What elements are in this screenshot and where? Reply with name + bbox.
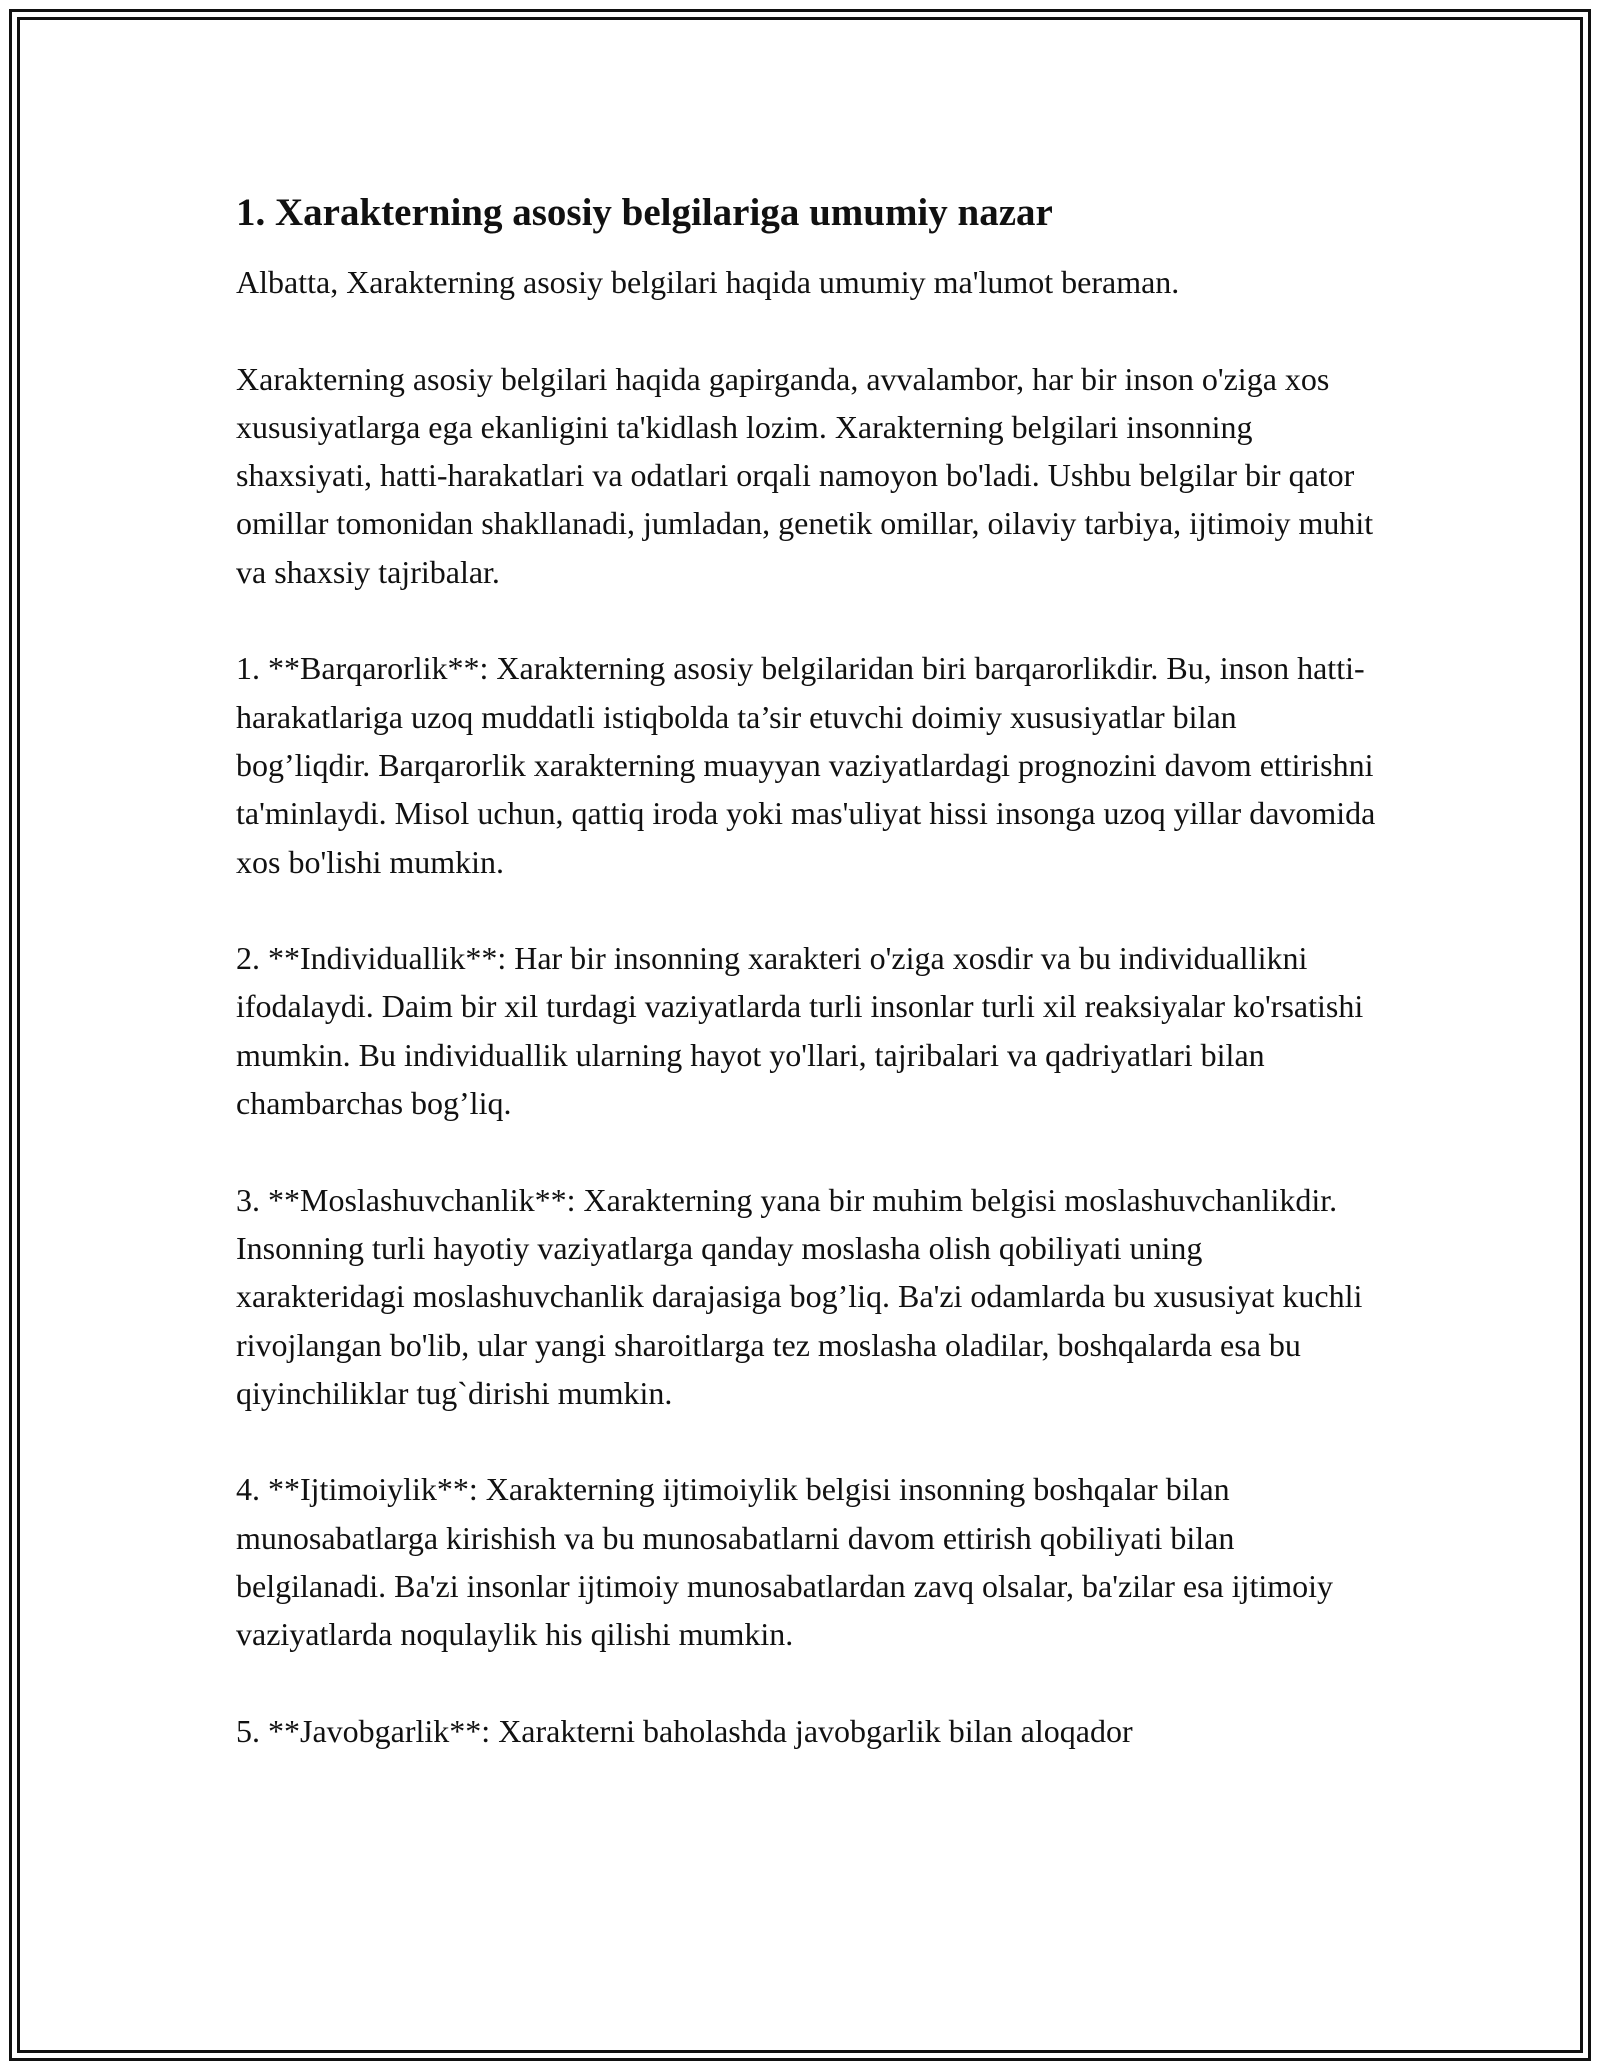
list-item-moslashuvchanlik: 3. **Moslashuvchanlik**: Xarakterning yana bir muhim belgisi moslashuvchanlikdir. Insonning turli hayotiy vaziyatlarga qanday moslasha olish qobiliyati uning xarakteridagi moslashuvchanlik darajasiga bog’liq. Ba'zi odamlarda bu xususiyat kuchli rivojlangan bo'lib, ular yangi sharoitlarga tez moslasha oladilar, boshqalarda esa bu qiyinchiliklar tug`dirishi mumkin.	[236, 1181, 1363, 1411]
list-item-individuallik: 2. **Individuallik**: Har bir insonning xarakteri o'ziga xosdir va bu individuallikni ifodalaydi. Daim bir xil turdagi vaziyatlarda turli insonlar turli xil reaksiyalar ko'rsatishi mumkin. Bu individuallik ularning hayot yo'llari, tajribalari va qadriyatlari bilan chambarchas bog’liq.	[236, 940, 1364, 1122]
list-item-ijtimoiylik: 4. **Ijtimoiylik**: Xarakterning ijtimoiylik belgisi insonning boshqalar bilan munosabatlarga kirishish va bu munosabatlarni davom ettirish qobiliyati bilan belgilanadi. Ba'zi insonlar ijtimoiy munosabatlardan zavq olsalar, ba'zilar esa ijtimoiy vaziyatlarda noqulaylik his qilishi mumkin.	[236, 1471, 1334, 1653]
document-heading: 1. Xarakterning asosiy belgilariga umumiy nazar	[236, 191, 1053, 234]
overview-paragraph: Xarakterning asosiy belgilari haqida gapirganda, avvalambor, har bir inson o'ziga xos xususiyatlarga ega ekanligini ta'kidlash lozim. Xarakterning belgilari insonning shaxsiyati, hatti-harakatlari va odatlari orqali namoyon bo'ladi. Ushbu belgilar bir qator omillar tomonidan shakllanadi, jumladan, genetik omillar, oilaviy tarbiya, ijtimoiy muhit va shaxsiy tajribalar.	[236, 360, 1374, 590]
intro-paragraph: Albatta, Xarakterning asosiy belgilari haqida umumiy ma'lumot beraman.	[236, 264, 1180, 300]
document-body	[236, 188, 1376, 1755]
list-item-barqarorlik: 1. **Barqarorlik**: Xarakterning asosiy belgilaridan biri barqarorlikdir. Bu, inson hatti-harakatlariga uzoq muddatli istiqbolda ta’sir etuvchi doimiy xususiyatlar bilan bog’liqdir. Barqarorlik xarakterning muayyan vaziyatlardagi prognozini davom ettirishni ta'minlaydi. Misol uchun, qattiq iroda yoki mas'uliyat hissi insonga uzoq yillar davomida xos bo'lishi mumkin.	[236, 650, 1376, 880]
list-item-javobgarlik: 5. **Javobgarlik**: Xarakterni baholashda javobgarlik bilan aloqador	[236, 1712, 1133, 1749]
